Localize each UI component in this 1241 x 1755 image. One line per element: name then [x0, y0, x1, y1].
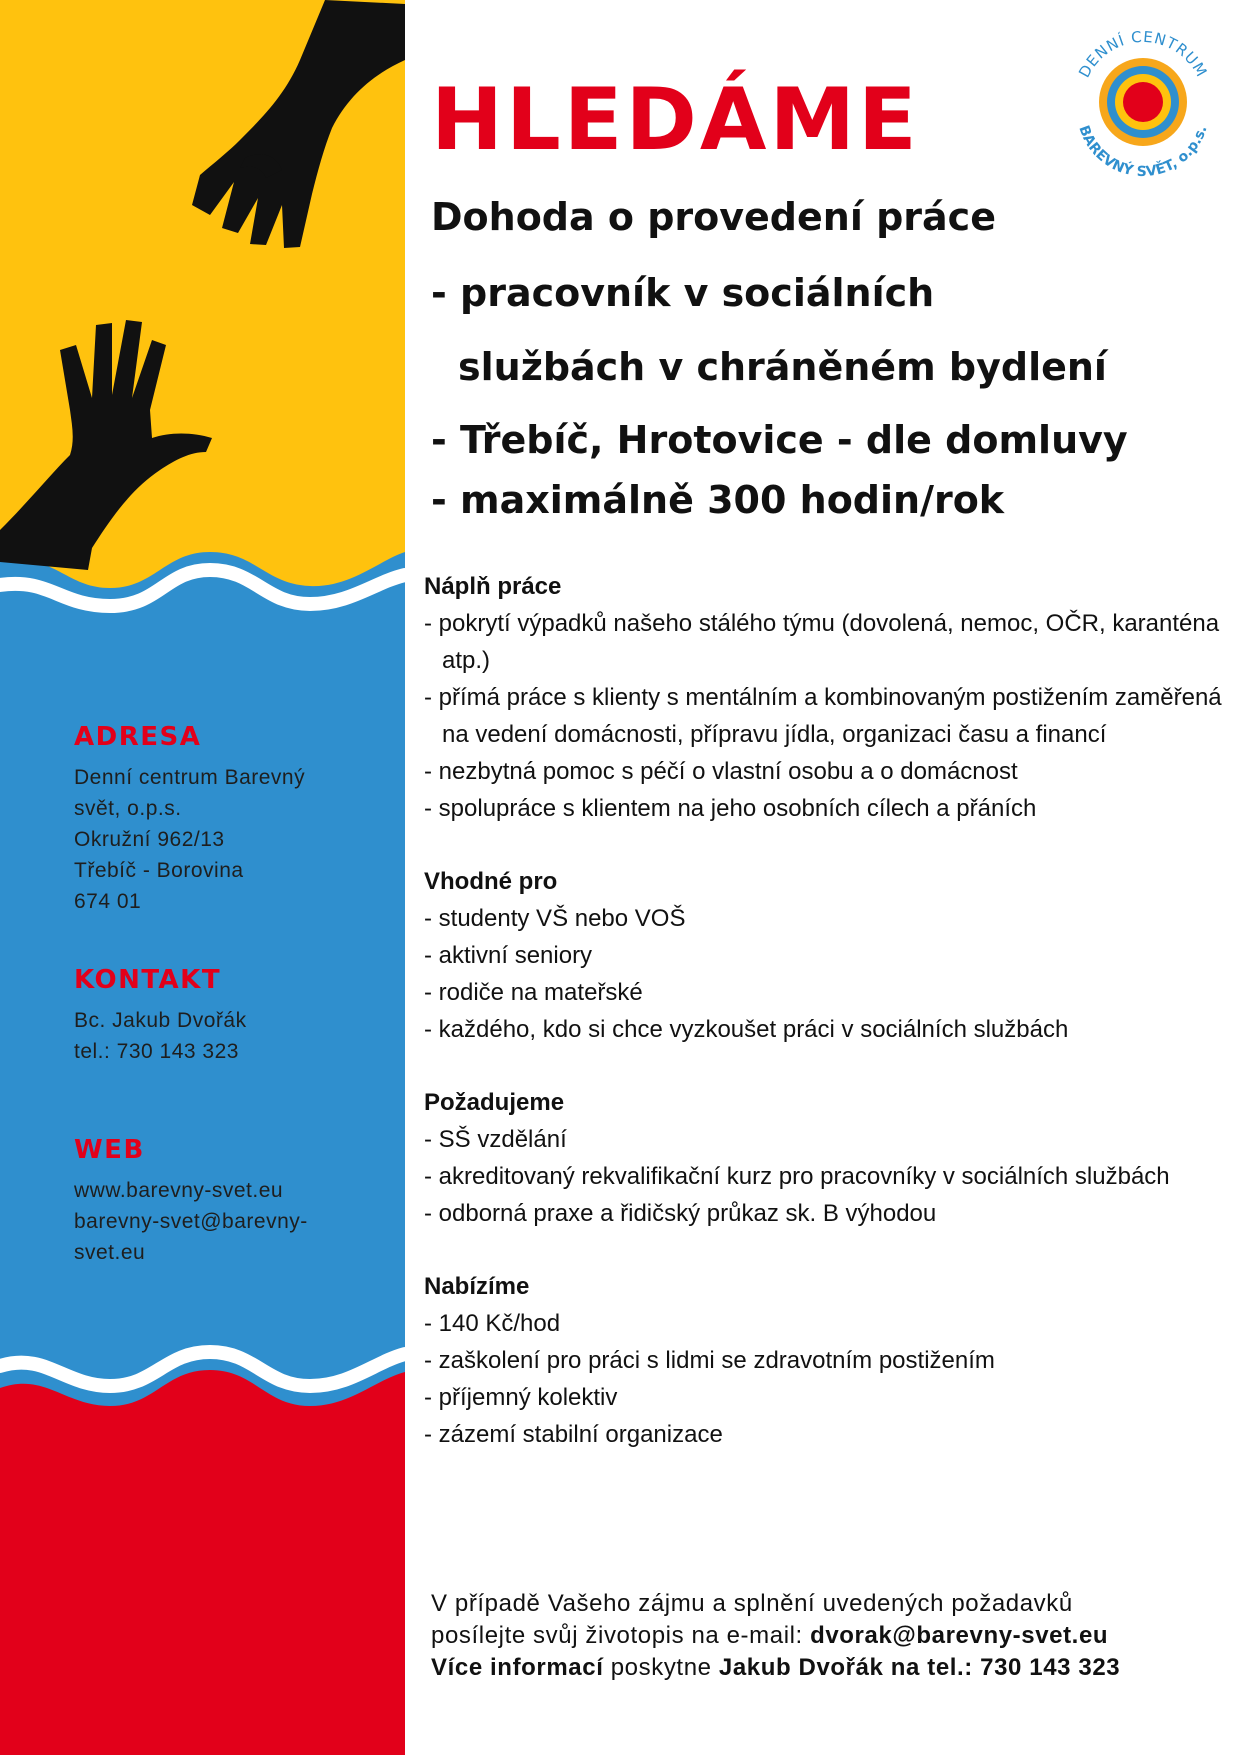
- closing-line: V případě Vašeho zájmu a splnění uvedených požadavků: [431, 1590, 1073, 1617]
- address-line: Třebíč - Borovina: [74, 859, 244, 882]
- web-heading: WEB: [74, 1135, 145, 1165]
- section-title: Vhodné pro: [424, 868, 558, 895]
- section-spacer: [424, 1048, 1224, 1084]
- list-item: - rodiče na mateřské: [424, 979, 643, 1006]
- job-details: [424, 568, 1224, 1453]
- logo-red-center: [1123, 82, 1163, 122]
- logo-top-text: DENNÍ CENTRUM: [1075, 27, 1211, 81]
- list-item: - SŠ vzdělání: [424, 1126, 567, 1153]
- sidebar: [0, 0, 405, 1755]
- closing-text: posílejte svůj životopis na e-mail:: [431, 1622, 811, 1649]
- section-title: Nabízíme: [424, 1273, 530, 1300]
- closing-note: [431, 1588, 1221, 1684]
- list-item: - aktivní seniory: [424, 942, 593, 969]
- address-line: Okružní 962/13: [74, 828, 225, 851]
- contact-phone[interactable]: tel.: 730 143 323: [74, 1040, 239, 1063]
- contract-type-heading: Dohoda o provedení práce: [431, 195, 996, 239]
- closing-line: [431, 1652, 1221, 1684]
- address-line: svět, o.p.s.: [74, 797, 182, 820]
- list-item: - zaškolení pro práci s lidmi se zdravotním postižením: [424, 1347, 995, 1374]
- section-requirements: [424, 1084, 1224, 1232]
- list-item: - akreditovaný rekvalifikační kurz pro pracovníky v sociálních službách: [424, 1163, 1170, 1190]
- list-item: - zázemí stabilní organizace: [424, 1421, 723, 1448]
- closing-text: poskytne: [603, 1654, 719, 1681]
- position-line: službách v chráněném bydlení: [458, 345, 1107, 389]
- section-spacer: [424, 827, 1224, 863]
- list-item: - spolupráce s klientem na jeho osobních cílech a přáních: [424, 795, 1037, 822]
- list-item: - příjemný kolektiv: [424, 1384, 618, 1411]
- section-offer: [424, 1268, 1224, 1453]
- contact-block: [74, 965, 394, 1067]
- contact-email-link[interactable]: dvorak@barevny-svet.eu: [810, 1622, 1109, 1649]
- contact-heading: KONTAKT: [74, 965, 222, 995]
- barevny-svet-logo: [1063, 22, 1223, 182]
- contact-name: Bc. Jakub Dvořák: [74, 1009, 247, 1032]
- red-band: [0, 1370, 405, 1755]
- section-spacer: [424, 1232, 1224, 1268]
- web-block: [74, 1135, 394, 1268]
- web-url-link[interactable]: www.barevny-svet.eu: [74, 1179, 284, 1202]
- closing-bold-text: Více informací: [431, 1654, 604, 1681]
- position-line: - maximálně 300 hodin/rok: [431, 478, 1005, 522]
- section-title: Požadujeme: [424, 1089, 565, 1116]
- closing-contact-phone[interactable]: Jakub Dvořák na tel.: 730 143 323: [718, 1654, 1121, 1681]
- web-email-link[interactable]: barevny-svet@barevny-: [74, 1210, 308, 1233]
- list-item: - odborná praxe a řidičský průkaz sk. B výhodou: [424, 1200, 937, 1227]
- position-line: - Třebíč, Hrotovice - dle domluvy: [431, 418, 1128, 462]
- list-item: - pokrytí výpadků našeho stálého týmu (dovolená, nemoc, OČR, karanténa atp.): [424, 610, 1220, 674]
- logo-bottom-text: BAREVNÝ SVĚT, o.p.s.: [1075, 123, 1211, 181]
- position-line: - pracovník v sociálních: [431, 271, 935, 315]
- list-item: - studenty VŠ nebo VOŠ: [424, 905, 686, 932]
- address-line: 674 01: [74, 890, 142, 913]
- address-line: Denní centrum Barevný: [74, 766, 306, 789]
- web-email-link-continued[interactable]: svet.eu: [74, 1241, 146, 1264]
- closing-line: [431, 1620, 1221, 1652]
- address-block: [74, 722, 394, 917]
- section-suitable-for: [424, 863, 1224, 1048]
- address-heading: ADRESA: [74, 722, 202, 752]
- list-item: - každého, kdo si chce vyzkoušet práci v sociálních službách: [424, 1016, 1069, 1043]
- page-title: HLEDÁME: [431, 70, 920, 170]
- section-title: Náplň práce: [424, 573, 562, 600]
- section-job-description: [424, 568, 1224, 827]
- list-item: - 140 Kč/hod: [424, 1310, 561, 1337]
- list-item: - nezbytná pomoc s péčí o vlastní osobu a o domácnost: [424, 758, 1018, 785]
- list-item: - přímá práce s klienty s mentálním a kombinovaným postižením zaměřená na vedení domácnosti, přípravu jídla, organizaci času a financí: [424, 684, 1222, 748]
